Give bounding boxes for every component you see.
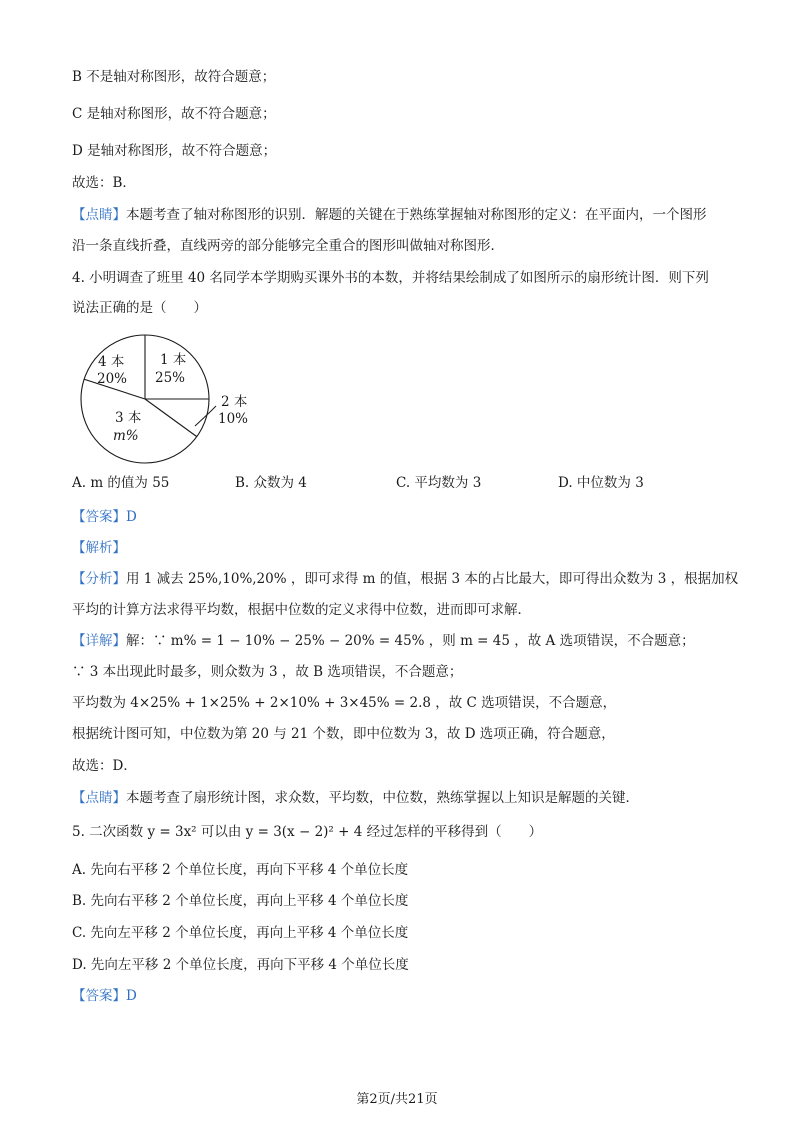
slice-value-4: 20% (97, 371, 128, 387)
text-line: 【点睛】本题考查了轴对称图形的识别．解题的关键在于熟练掌握轴对称图形的定义：在平面内，一个图形 (72, 207, 707, 223)
text-line: 根据统计图可知，中位数为第 20 与 21 个数，即中位数为 3，故 D 选项正确，符合题意， (72, 726, 615, 742)
page-footer: 第2页/共21页 (356, 1092, 438, 1107)
leader-line (195, 412, 210, 426)
q5-option-d: D. 先向左平移 2 个单位长度，再向下平移 4 个单位长度 (72, 957, 409, 973)
slice-value-3: m% (113, 428, 139, 444)
q4-option-a: A. m 的值为 55 (72, 475, 170, 491)
q4-option-c: C. 平均数为 3 (396, 475, 482, 491)
xiangjie-tag: 【详解】 (72, 633, 126, 649)
slice-label-4: 4 本 (98, 354, 125, 370)
text-line: 平均的计算方法求得平均数，根据中位数的定义求得中位数，进而即可求解． (72, 602, 531, 618)
slice-value-2: 10% (218, 411, 249, 427)
slice-label-3: 3 本 (115, 410, 142, 426)
fenxi-tag: 【分析】 (72, 571, 126, 587)
slice-value-1: 25% (155, 370, 186, 386)
text-line: 【点睛】本题考查了扇形统计图，求众数，平均数，中位数，熟练掌握以上知识是解题的关键． (72, 790, 639, 806)
question-4-stem: 说法正确的是（ ） (72, 300, 207, 316)
q5-option-b: B. 先向右平移 2 个单位长度，再向上平移 4 个单位长度 (72, 893, 409, 909)
text-line: 平均数为 4×25% + 1×25% + 2×10% + 3×45% = 2.8 ，故 C 选项错误，不合题意， (72, 695, 617, 711)
text-line: 故选：D． (72, 758, 137, 774)
q5-option-c: C. 先向左平移 2 个单位长度，再向上平移 4 个单位长度 (72, 925, 409, 941)
text-line: B 不是轴对称图形，故符合题意； (72, 69, 276, 85)
text-line: C 是轴对称图形，故不符合题意； (72, 106, 276, 122)
text-line: 故选：B． (72, 175, 136, 191)
slice-label-2: 2 本 (221, 394, 248, 410)
text-line: 【详解】解：∵ m% = 1 − 10% − 25% − 20% = 45% ，则 m = 45 ，故 A 选项错误，不合题意； (72, 633, 695, 649)
q4-option-d: D. 中位数为 3 (558, 475, 644, 491)
dianjing-tag: 【点睛】 (72, 790, 126, 806)
text-line: 沿一条直线折叠，直线两旁的部分能够完全重合的图形叫做轴对称图形． (72, 238, 504, 254)
question-4-stem: 4. 小明调查了班里 40 名同学本学期购买课外书的本数，并将结果绘制成了如图所示的扇形统计图．则下列 (72, 270, 709, 286)
text-line: 【分析】用 1 减去 25%,10%,20% ，即可求得 m 的值，根据 3 本的占比最大，即可得出众数为 3 ，根据加权 (72, 571, 739, 587)
text-line: ∵ 3 本出现此时最多，则众数为 3 ，故 B 选项错误，不合题意； (72, 664, 463, 680)
slice-label-1: 1 本 (160, 352, 187, 368)
q4-option-b: B. 众数为 4 (235, 475, 307, 491)
dianjing-tag: 【点睛】 (72, 207, 126, 223)
text-line: D 是轴对称图形，故不符合题意； (72, 143, 277, 159)
question-5-stem: 5. 二次函数 y = 3x² 可以由 y = 3(x − 2)² + 4 经过怎样的平移得到（ ） (72, 824, 543, 840)
q5-option-a: A. 先向右平移 2 个单位长度，再向下平移 4 个单位长度 (72, 862, 409, 878)
pie-chart (70, 334, 320, 464)
slice-boundary-3 (145, 399, 197, 437)
answer-tag: 【答案】D (72, 509, 137, 525)
answer-tag: 【答案】D (72, 988, 137, 1004)
analysis-tag: 【解析】 (72, 540, 126, 556)
